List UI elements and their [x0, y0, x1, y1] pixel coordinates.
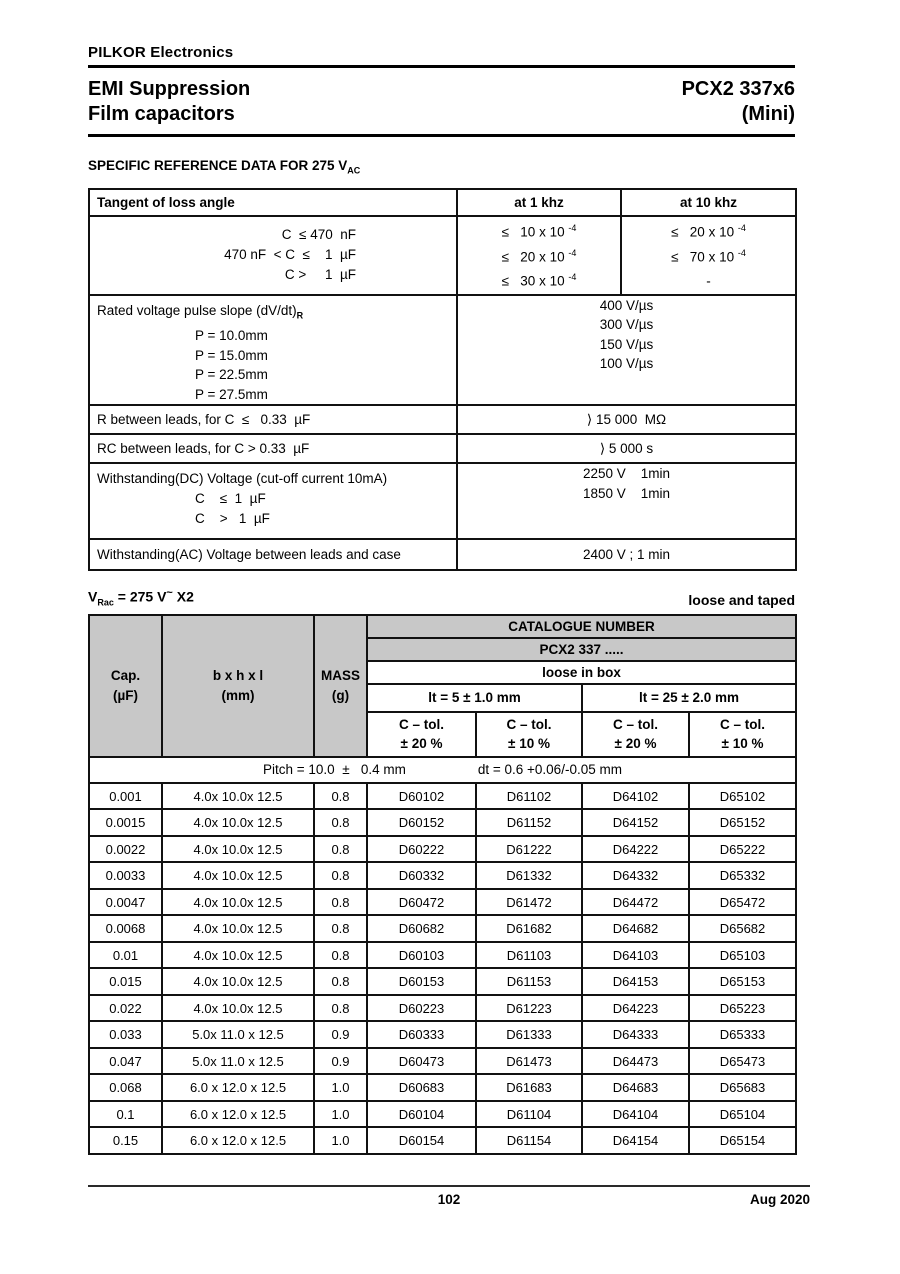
exponent: -4	[568, 272, 577, 283]
dims-cell: 4.0x 10.0x 12.5	[162, 915, 314, 942]
catalogue-cell: D60104	[367, 1101, 476, 1128]
header-line: b x h x l	[212, 667, 264, 683]
table-row	[89, 783, 796, 810]
header-line: ± 20 %	[400, 736, 443, 752]
catalogue-table	[88, 614, 797, 1155]
loss-condition: C ≤ 470 nF	[281, 227, 356, 243]
catalogue-cell: D60223	[367, 995, 476, 1022]
catalogue-cell: D61102	[476, 783, 582, 810]
exponent: -4	[568, 247, 577, 258]
section-heading	[88, 158, 795, 176]
page-content	[88, 44, 795, 1155]
tolerance-header-10	[476, 712, 582, 757]
header-line: ± 20 %	[614, 736, 657, 752]
catalogue-cell: D60153	[367, 968, 476, 995]
table-row	[89, 463, 796, 539]
catalogue-cell: D60683	[367, 1074, 476, 1101]
catalogue-cell: D60332	[367, 862, 476, 889]
rc-leads-label-cell	[89, 434, 457, 463]
rc-leads-value-cell	[457, 434, 796, 463]
catalogue-cell: D61472	[476, 889, 582, 916]
dims-cell: 6.0 x 12.0 x 12.5	[162, 1127, 314, 1154]
mass-cell: 0.8	[314, 995, 367, 1022]
mass-cell: 1.0	[314, 1074, 367, 1101]
tolerance-header-10	[689, 712, 796, 757]
pulse-slope-cell	[89, 295, 457, 406]
loss-1khz-cell	[457, 216, 621, 295]
mass-cell: 0.8	[314, 889, 367, 916]
catalogue-cell: D61333	[476, 1021, 582, 1048]
catalogue-cell: D64154	[582, 1127, 689, 1154]
dt-note: dt = 0.6 +0.06/-0.05 mm	[477, 762, 622, 778]
catalogue-cell: D64152	[582, 809, 689, 836]
mass-cell: 0.8	[314, 968, 367, 995]
cap-cell: 0.1	[89, 1101, 162, 1128]
pitch-option: P = 22.5mm	[195, 367, 268, 383]
catalogue-cell: D65332	[689, 862, 796, 889]
pulse-slope-values-cell	[457, 295, 796, 406]
catalogue-cell: D61154	[476, 1127, 582, 1154]
cap-cell: 0.0068	[89, 915, 162, 942]
lead-length-25-header: lt = 25 ± 2.0 mm	[582, 684, 796, 712]
dc-value: 2250 V 1min	[582, 466, 671, 482]
catalogue-cell: D60333	[367, 1021, 476, 1048]
pulse-value: 150 V/µs	[599, 336, 654, 352]
header-line: (µF)	[112, 687, 139, 703]
loss-value	[622, 218, 795, 243]
catalogue-cell: D61153	[476, 968, 582, 995]
mass-cell: 0.8	[314, 915, 367, 942]
catalogue-cell: D61473	[476, 1048, 582, 1075]
header-rule-top	[88, 65, 795, 68]
title-row	[88, 77, 795, 127]
page-number: 102	[437, 1192, 461, 1207]
section-heading-text: SPECIFIC REFERENCE DATA FOR 275 V	[88, 158, 348, 173]
label-subscript: R	[296, 310, 304, 321]
r-leads-value-cell	[457, 405, 796, 434]
catalogue-cell: D64683	[582, 1074, 689, 1101]
tolerance-header-20	[367, 712, 476, 757]
col-header-1khz: at 1 khz	[457, 189, 621, 216]
table-row	[89, 915, 796, 942]
tolerance-header-20	[582, 712, 689, 757]
cap-cell: 0.0047	[89, 889, 162, 916]
catalogue-cell: D64103	[582, 942, 689, 969]
table-row	[89, 889, 796, 916]
cap-cell: 0.001	[89, 783, 162, 810]
catalogue-cell: D60102	[367, 783, 476, 810]
catalogue-cell: D61332	[476, 862, 582, 889]
mass-cell: 0.8	[314, 836, 367, 863]
dims-cell: 4.0x 10.0x 12.5	[162, 862, 314, 889]
table-row	[89, 295, 796, 406]
value-text: ≤ 10 x 10	[501, 224, 569, 240]
cap-cell: 0.0033	[89, 862, 162, 889]
catalogue-cell: D64472	[582, 889, 689, 916]
catalogue-cell: D65472	[689, 889, 796, 916]
label-text: Rated voltage pulse slope (dV/dt)	[97, 302, 297, 318]
catalogue-number-header: CATALOGUE NUMBER	[367, 615, 796, 638]
catalogue-cell: D65103	[689, 942, 796, 969]
catalogue-cell: D60473	[367, 1048, 476, 1075]
row-label: R between leads, for C ≤ 0.33 µF	[97, 412, 311, 428]
title-line-2: Film capacitors	[88, 103, 235, 125]
table-row	[89, 434, 796, 463]
cap-cell: 0.0022	[89, 836, 162, 863]
dims-cell: 4.0x 10.0x 12.5	[162, 783, 314, 810]
product-line-2: (Mini)	[741, 103, 795, 125]
row-label: RC between leads, for C > 0.33 µF	[97, 441, 310, 457]
value-text: ≤ 20 x 10	[501, 249, 569, 265]
catalogue-cell: D60682	[367, 915, 476, 942]
loss-value	[458, 267, 620, 292]
dc-condition: C > 1 µF	[195, 510, 270, 526]
exponent: -4	[737, 223, 746, 234]
col-header-loss-angle: Tangent of loss angle	[89, 189, 457, 216]
table-row	[89, 809, 796, 836]
catalogue-cell: D64223	[582, 995, 689, 1022]
pulse-value: 400 V/µs	[599, 297, 654, 313]
header-line: C – tol.	[398, 717, 444, 733]
catalogue-cell: D64153	[582, 968, 689, 995]
header-line: ± 10 %	[721, 736, 764, 752]
catalogue-cell: D65682	[689, 915, 796, 942]
catalogue-cell: D65154	[689, 1127, 796, 1154]
pitch-option: P = 27.5mm	[195, 386, 268, 402]
catalogue-cell: D61683	[476, 1074, 582, 1101]
value-text: -	[706, 273, 711, 289]
dims-cell: 6.0 x 12.0 x 12.5	[162, 1101, 314, 1128]
table-row	[89, 1101, 796, 1128]
dims-cell: 4.0x 10.0x 12.5	[162, 942, 314, 969]
header-line: C – tol.	[506, 717, 552, 733]
mass-cell: 0.8	[314, 783, 367, 810]
catalogue-cell: D61152	[476, 809, 582, 836]
table-row	[89, 539, 796, 570]
loss-value	[458, 243, 620, 268]
withstanding-dc-values-cell	[457, 463, 796, 539]
cap-cell: 0.047	[89, 1048, 162, 1075]
dims-cell: 5.0x 11.0 x 12.5	[162, 1021, 314, 1048]
cap-cell: 0.15	[89, 1127, 162, 1154]
table-row	[89, 1021, 796, 1048]
catalogue-cell: D65152	[689, 809, 796, 836]
mass-cell: 0.9	[314, 1048, 367, 1075]
catalogue-cell: D65222	[689, 836, 796, 863]
catalogue-cell: D60154	[367, 1127, 476, 1154]
mass-cell: 0.9	[314, 1021, 367, 1048]
header-line: C – tol.	[719, 717, 765, 733]
catalogue-cell: D64102	[582, 783, 689, 810]
caption-text: V	[88, 589, 98, 606]
table-row	[89, 1074, 796, 1101]
lead-length-5-header: lt = 5 ± 1.0 mm	[367, 684, 582, 712]
voltage-rating-label	[88, 587, 194, 607]
header-line: C – tol.	[612, 717, 658, 733]
brand-name: PILKOR Electronics	[88, 44, 234, 61]
table-row	[89, 942, 796, 969]
withstanding-ac-value-cell	[457, 539, 796, 570]
catalogue-cell: D64473	[582, 1048, 689, 1075]
r-leads-label-cell	[89, 405, 457, 434]
header-line: (g)	[331, 687, 350, 703]
loss-condition: C > 1 µF	[284, 267, 356, 283]
col-header-mass	[314, 615, 367, 757]
cap-cell: 0.0015	[89, 809, 162, 836]
header-line: MASS	[320, 667, 360, 683]
cap-cell: 0.033	[89, 1021, 162, 1048]
catalogue-table-body	[89, 783, 796, 1154]
table-row	[89, 968, 796, 995]
catalogue-cell: D61223	[476, 995, 582, 1022]
value-text: ≤ 20 x 10	[671, 224, 738, 240]
catalogue-cell: D64104	[582, 1101, 689, 1128]
catalogue-cell: D61682	[476, 915, 582, 942]
dims-cell: 4.0x 10.0x 12.5	[162, 889, 314, 916]
exponent: -4	[568, 223, 577, 234]
ac-tilde: ~	[166, 587, 173, 600]
loss-value	[622, 267, 795, 292]
loss-value	[622, 243, 795, 268]
pitch-option: P = 15.0mm	[195, 347, 268, 363]
catalogue-cell: D60472	[367, 889, 476, 916]
caption-text: X2	[172, 589, 194, 606]
pitch-note: Pitch = 10.0 ± 0.4 mm	[263, 762, 406, 778]
pitch-note-row	[89, 757, 796, 783]
table-row	[89, 836, 796, 863]
catalogue-cell: D60222	[367, 836, 476, 863]
mass-cell: 1.0	[314, 1127, 367, 1154]
series-header: PCX2 337 .....	[367, 638, 796, 661]
table-row	[89, 1127, 796, 1154]
catalogue-cell: D65104	[689, 1101, 796, 1128]
title-line-1: EMI Suppression	[88, 78, 251, 100]
value-text: ≤ 70 x 10	[671, 249, 738, 265]
table-row	[89, 189, 796, 216]
value-text: ≤ 30 x 10	[501, 273, 569, 289]
catalogue-cell: D65333	[689, 1021, 796, 1048]
withstanding-dc-label-cell	[89, 463, 457, 539]
catalogue-cell: D61222	[476, 836, 582, 863]
caption-text: = 275 V	[113, 589, 167, 606]
dims-cell: 4.0x 10.0x 12.5	[162, 995, 314, 1022]
catalogue-cell: D64333	[582, 1021, 689, 1048]
dims-cell: 6.0 x 12.0 x 12.5	[162, 1074, 314, 1101]
pulse-value: 300 V/µs	[599, 317, 654, 333]
loss-condition: 470 nF < C ≤ 1 µF	[224, 247, 356, 263]
reference-data-table	[88, 188, 797, 572]
table-row	[89, 405, 796, 434]
mass-cell: 0.8	[314, 942, 367, 969]
loss-conditions-cell	[89, 216, 457, 295]
page-footer	[88, 1185, 810, 1217]
catalogue-cell: D65102	[689, 783, 796, 810]
catalogue-cell: D65683	[689, 1074, 796, 1101]
row-value: ⟩ 5 000 s	[599, 440, 654, 456]
cap-cell: 0.068	[89, 1074, 162, 1101]
cap-cell: 0.022	[89, 995, 162, 1022]
table-row	[89, 995, 796, 1022]
pulse-value: 100 V/µs	[599, 356, 654, 372]
mass-cell: 1.0	[314, 1101, 367, 1128]
product-line-1: PCX2 337x6	[681, 78, 795, 100]
col-header-cap	[89, 615, 162, 757]
catalogue-cell: D61104	[476, 1101, 582, 1128]
table2-caption-row	[88, 587, 795, 607]
col-header-10khz: at 10 khz	[621, 189, 796, 216]
header-line: (mm)	[221, 687, 255, 703]
catalogue-cell: D60152	[367, 809, 476, 836]
table-row	[89, 757, 796, 783]
header-line: Cap.	[110, 667, 141, 683]
catalogue-cell: D65153	[689, 968, 796, 995]
revision-date: Aug 2020	[749, 1192, 810, 1207]
header-rule-bottom	[88, 134, 795, 137]
exponent: -4	[737, 247, 746, 258]
header-line: ± 10 %	[508, 736, 550, 752]
table-row	[89, 615, 796, 638]
catalogue-cell: D64332	[582, 862, 689, 889]
section-heading-subscript: AC	[347, 165, 361, 176]
cap-cell: 0.015	[89, 968, 162, 995]
table-row	[89, 216, 796, 295]
row-value: 2400 V ; 1 min	[582, 546, 671, 562]
catalogue-cell: D61103	[476, 942, 582, 969]
loss-value	[458, 218, 620, 243]
table-row	[89, 862, 796, 889]
row-label: Withstanding(DC) Voltage (cut-off current 10mA)	[97, 471, 388, 487]
loss-10khz-cell	[621, 216, 796, 295]
withstanding-ac-label-cell	[89, 539, 457, 570]
dims-cell: 4.0x 10.0x 12.5	[162, 968, 314, 995]
pitch-option: P = 10.0mm	[195, 328, 268, 344]
packing-label: loose and taped	[688, 591, 795, 608]
row-value: ⟩ 15 000 MΩ	[586, 411, 667, 427]
product-code	[682, 77, 795, 127]
dims-cell: 4.0x 10.0x 12.5	[162, 836, 314, 863]
loose-in-box-header: loose in box	[367, 661, 796, 684]
catalogue-cell: D60103	[367, 942, 476, 969]
cap-cell: 0.01	[89, 942, 162, 969]
dc-condition: C ≤ 1 µF	[195, 491, 266, 507]
col-header-dimensions	[162, 615, 314, 757]
caption-subscript: Rac	[97, 597, 114, 608]
document-title	[88, 77, 250, 127]
mass-cell: 0.8	[314, 809, 367, 836]
mass-cell: 0.8	[314, 862, 367, 889]
dims-cell: 5.0x 11.0 x 12.5	[162, 1048, 314, 1075]
catalogue-cell: D64222	[582, 836, 689, 863]
dims-cell: 4.0x 10.0x 12.5	[162, 809, 314, 836]
catalogue-cell: D65223	[689, 995, 796, 1022]
dc-value: 1850 V 1min	[582, 485, 671, 501]
row-label: Withstanding(AC) Voltage between leads and case	[97, 547, 401, 563]
catalogue-cell: D64682	[582, 915, 689, 942]
pulse-slope-label	[90, 296, 456, 327]
table-row	[89, 1048, 796, 1075]
catalogue-cell: D65473	[689, 1048, 796, 1075]
